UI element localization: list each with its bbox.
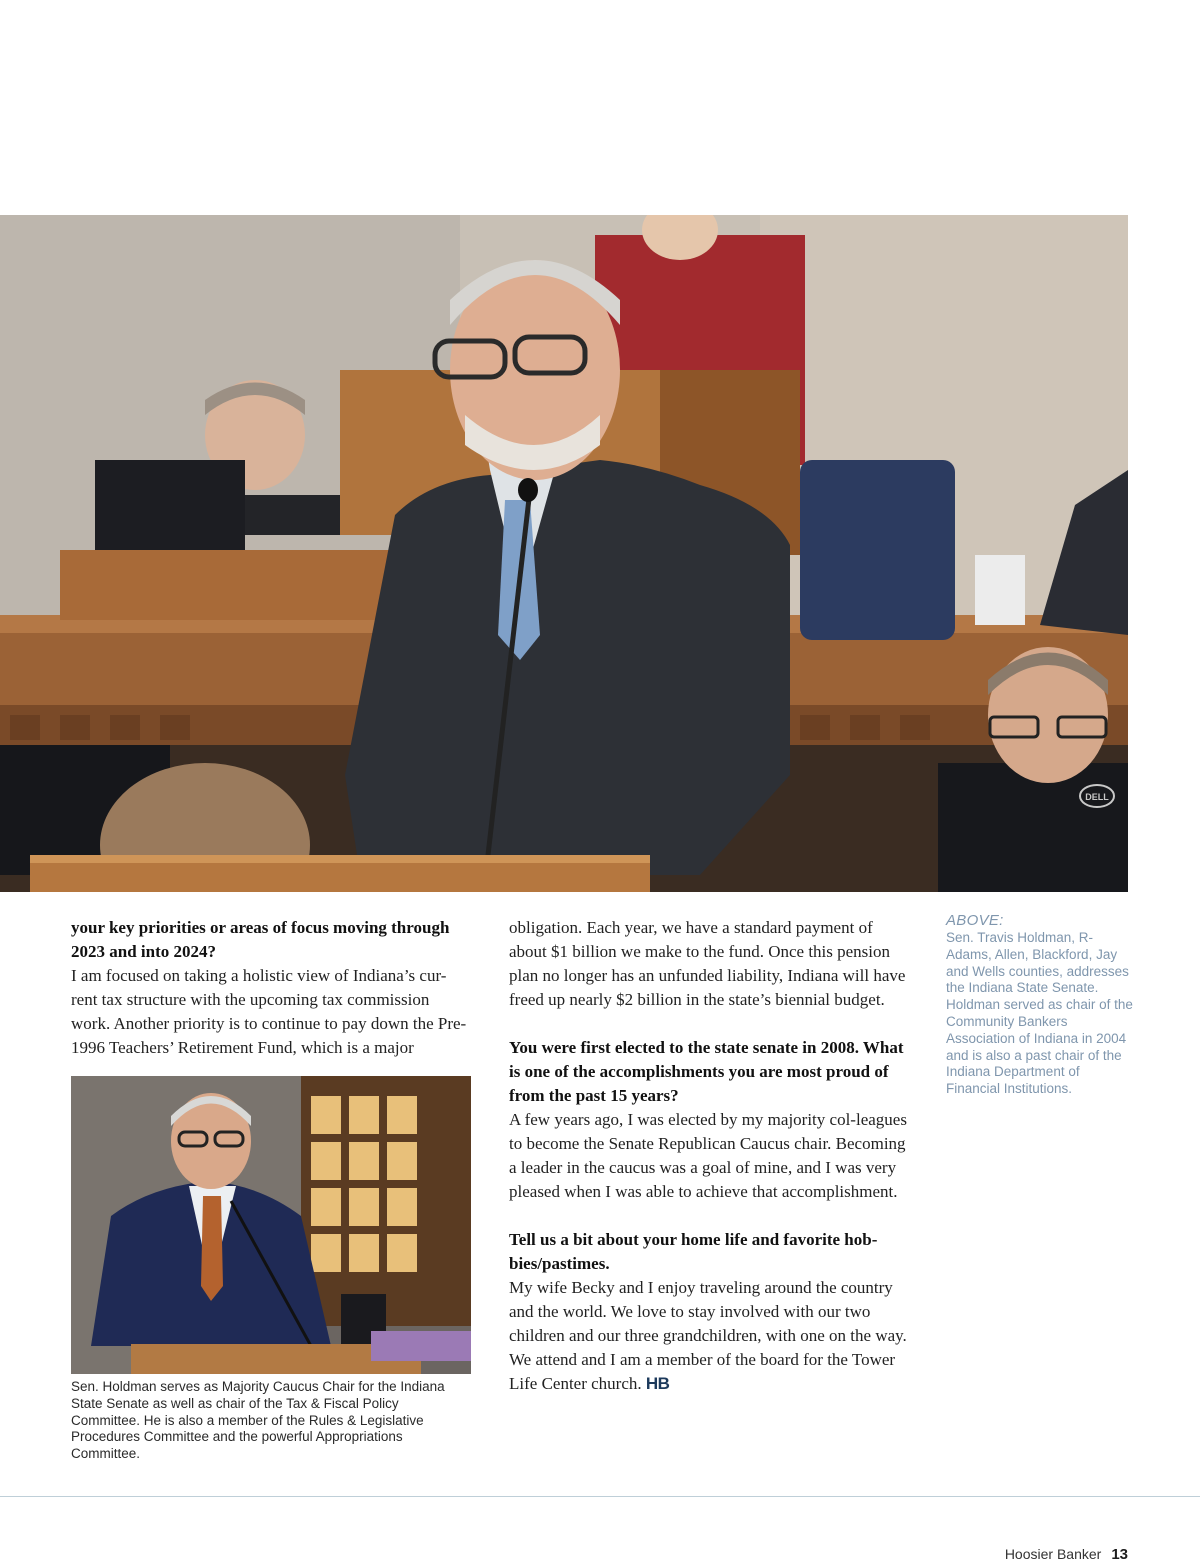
answer-1: I am focused on taking a holistic view of Indiana’s cur-rent tax structure with the upcoming tax commission work. Another priority is to continue to pay down the Pre-1996 Teachers’ Retirement Fund, which is a major bbox=[71, 966, 467, 1057]
page-footer bbox=[1005, 1546, 1128, 1563]
main-photo bbox=[0, 215, 1128, 892]
question-2: You were first elected to the state senate in 2008. What is one of the accomplishments you are most proud of from the past 15 years? bbox=[509, 1038, 904, 1105]
caption-text: Sen. Travis Holdman, R-Adams, Allen, Blackford, Jay and Wells counties, addresses the Indiana State Senate. Holdman served as chair of the Community Bankers Association of Indiana in 2004 and is also a past chair of the Indiana Department of Financial Institutions. bbox=[946, 930, 1133, 1097]
answer-1-continued: obligation. Each year, we have a standard payment of about $1 billion we make to the fund. Once this pension plan no longer has an unfunded liability, Indiana will have freed up nearly $2 billion in the state’s biennial budget. bbox=[509, 918, 906, 1009]
middle-column bbox=[509, 916, 914, 1396]
answer-3: My wife Becky and I enjoy traveling around the country and the world. We love to stay involved with our two children and our three grandchildren, with one on the way. We attend and I am a member of the board for the Tower Life Center church. bbox=[509, 1278, 907, 1393]
page-number: 13 bbox=[1111, 1546, 1128, 1563]
footer-divider bbox=[0, 1496, 1200, 1497]
publication-name: Hoosier Banker bbox=[1004, 1546, 1102, 1562]
hb-end-mark: HB bbox=[645, 1374, 670, 1393]
left-column bbox=[71, 916, 471, 1060]
inset-photo bbox=[71, 1076, 471, 1374]
answer-3-paragraph bbox=[509, 1276, 914, 1396]
above-photo-caption bbox=[946, 912, 1136, 1098]
question-3: Tell us a bit about your home life and favorite hob-bies/pastimes. bbox=[509, 1230, 878, 1273]
dell-logo: DELL bbox=[1085, 792, 1109, 802]
caption-label: ABOVE: bbox=[946, 912, 1004, 929]
answer-2: A few years ago, I was elected by my majority col-leagues to become the Senate Republican Caucus chair. Becoming a leader in the caucus was a goal of mine, and I was very pleased when I was able to achieve that accomplishment. bbox=[509, 1110, 907, 1201]
question-1-tail: your key priorities or areas of focus moving through 2023 and into 2024? bbox=[71, 918, 450, 961]
inset-photo-caption: Sen. Holdman serves as Majority Caucus Chair for the Indiana State Senate as well as chair of the Tax & Fiscal Policy Committee. He is also a member of the Rules & Legislative Procedures Committee and the powerful Appropriations Committee. bbox=[71, 1379, 445, 1462]
